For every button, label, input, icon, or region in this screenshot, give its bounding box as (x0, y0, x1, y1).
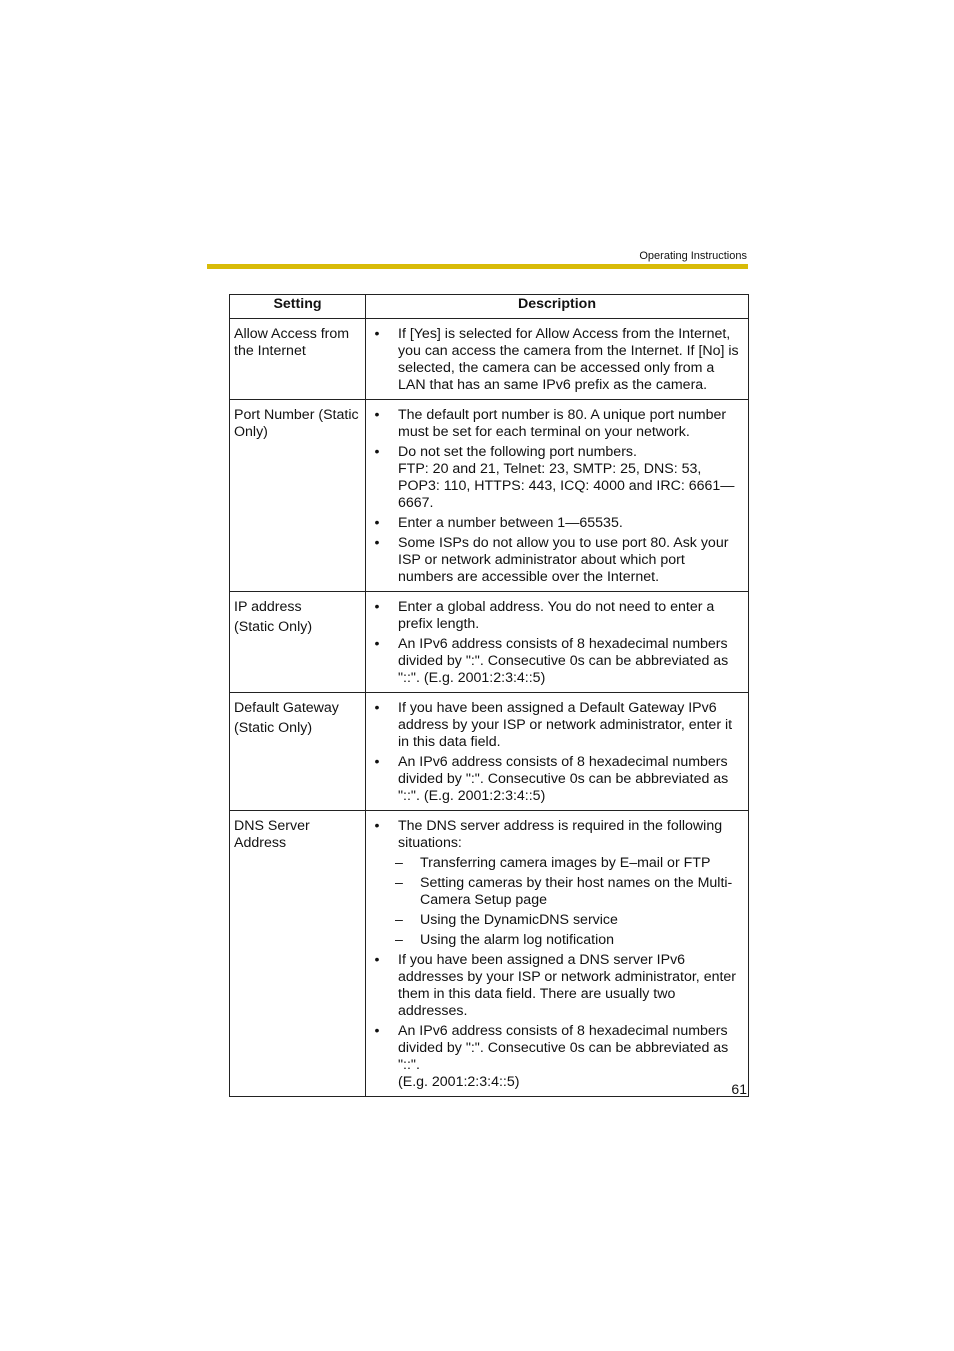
bullet-text: Some ISPs do not allow you to use port 80. Ask your ISP or network administrator about which port numbers are accessible over the Internet. (398, 535, 729, 585)
setting-cell (230, 319, 366, 400)
bullet-item (370, 535, 742, 586)
setting-name: DNS Server Address (234, 818, 310, 851)
running-header: Operating Instructions (639, 250, 747, 262)
bullet-marker: • (374, 326, 380, 342)
dash-text: Using the alarm log notification (420, 932, 614, 948)
dash-marker: – (395, 875, 403, 891)
dash-text: Transferring camera images by E–mail or FTP (420, 855, 711, 871)
setting-qualifier: (Static Only) (234, 720, 313, 736)
table-row (230, 811, 749, 1097)
setting-cell (230, 693, 366, 811)
bullet-marker: • (374, 535, 380, 551)
dash-text: Using the DynamicDNS service (420, 912, 618, 928)
bullet-text: Enter a global address. You do not need to enter a prefix length. (398, 599, 715, 632)
setting-cell (230, 811, 366, 1097)
bullet-text: An IPv6 address consists of 8 hexadecimal numbers divided by ":". Consecutive 0s can be abbreviated as "::". (E.g. 2001:2:3:4::5) (398, 636, 729, 686)
bullet-text: If you have been assigned a Default Gateway IPv6 address by your ISP or network administrator, enter it in this data field. (398, 700, 733, 750)
bullet-text: The default port number is 80. A unique port number must be set for each terminal on your network. (398, 407, 727, 440)
bullet-text: Do not set the following port numbers. (398, 444, 637, 460)
page-number: 61 (731, 1081, 747, 1097)
description-cell (366, 400, 749, 592)
dash-text: Setting cameras by their host names on the Multi-Camera Setup page (420, 875, 733, 908)
bullet-item (370, 818, 742, 852)
column-header-description: Description (366, 295, 749, 319)
table-row (230, 319, 749, 400)
bullet-item (370, 700, 742, 751)
bullet-item (370, 599, 742, 633)
dash-item (370, 912, 742, 929)
bullet-marker: • (374, 700, 380, 716)
bullet-marker: • (374, 818, 380, 834)
setting-name: Default Gateway (234, 700, 339, 716)
bullet-text: The DNS server address is required in the following situations: (398, 818, 723, 851)
header-rule (207, 264, 748, 269)
bullet-text: Enter a number between 1—65535. (398, 515, 623, 531)
bullet-marker: • (374, 515, 380, 531)
table-header-row (230, 295, 749, 319)
dash-item (370, 875, 742, 909)
bullet-item (370, 326, 742, 394)
bullet-item (370, 754, 742, 805)
bullet-text-continuation: (E.g. 2001:2:3:4::5) (398, 1074, 520, 1090)
bullet-text: If you have been assigned a DNS server IPv6 addresses by your ISP or network administrator, enter them in this data field. There are usually two addresses. (398, 952, 737, 1019)
bullet-text: If [Yes] is selected for Allow Access from the Internet, you can access the camera from the Internet. If [No] is selected, the camera can be accessed only from a LAN that has an same IPv6 prefix as the camera. (398, 326, 739, 393)
dash-marker: – (395, 932, 403, 948)
bullet-text: An IPv6 address consists of 8 hexadecimal numbers divided by ":". Consecutive 0s can be abbreviated as "::". (398, 1023, 729, 1073)
bullet-text: An IPv6 address consists of 8 hexadecimal numbers divided by ":". Consecutive 0s can be abbreviated as "::". (E.g. 2001:2:3:4::5) (398, 754, 729, 804)
bullet-item (370, 636, 742, 687)
bullet-marker: • (374, 754, 380, 770)
dash-marker: – (395, 912, 403, 928)
description-cell (366, 811, 749, 1097)
bullet-marker: • (374, 407, 380, 423)
dash-item (370, 855, 742, 872)
description-cell (366, 592, 749, 693)
setting-qualifier: (Static Only) (234, 619, 313, 635)
bullet-marker: • (374, 444, 380, 460)
bullet-item (370, 407, 742, 441)
dash-item (370, 932, 742, 949)
table-row (230, 693, 749, 811)
setting-name: Allow Access from the Internet (234, 326, 350, 359)
bullet-marker: • (374, 599, 380, 615)
description-cell (366, 693, 749, 811)
dash-marker: – (395, 855, 403, 871)
setting-cell (230, 400, 366, 592)
setting-cell (230, 592, 366, 693)
settings-table (229, 294, 749, 1097)
bullet-text-continuation: FTP: 20 and 21, Telnet: 23, SMTP: 25, DNS: 53, POP3: 110, HTTPS: 443, ICQ: 4000 and IRC: 6661—6667. (398, 461, 735, 511)
setting-name: IP address (234, 599, 302, 615)
bullet-item (370, 444, 742, 512)
bullet-marker: • (374, 636, 380, 652)
bullet-item (370, 952, 742, 1020)
table-row (230, 400, 749, 592)
bullet-item (370, 1023, 742, 1091)
description-cell (366, 319, 749, 400)
bullet-item (370, 515, 742, 532)
table-row (230, 592, 749, 693)
column-header-setting: Setting (230, 295, 366, 319)
bullet-marker: • (374, 952, 380, 968)
setting-name: Port Number (Static Only) (234, 407, 359, 440)
bullet-marker: • (374, 1023, 380, 1039)
